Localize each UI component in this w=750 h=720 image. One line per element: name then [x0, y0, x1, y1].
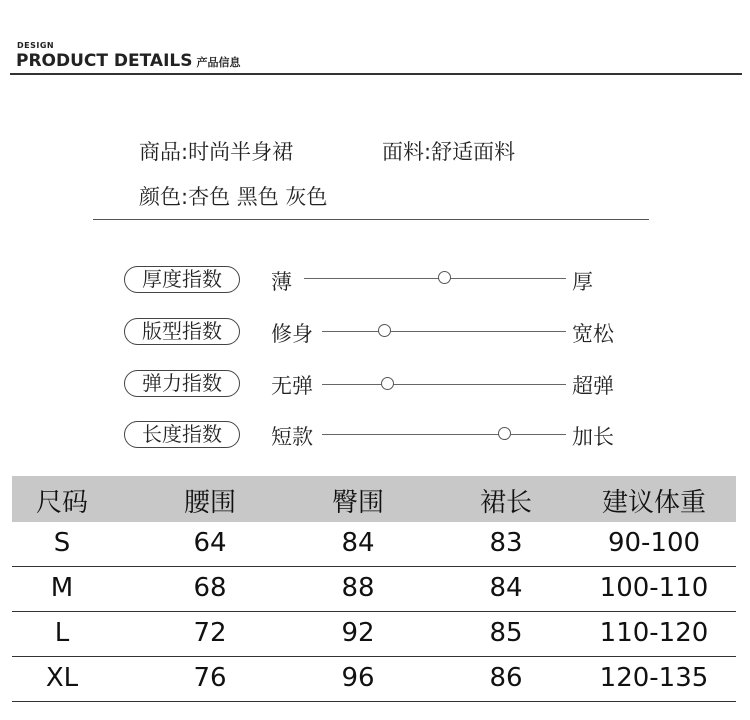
header-divider	[10, 73, 742, 75]
index-track	[322, 384, 566, 385]
table-cell: 84	[341, 528, 375, 558]
table-cell: 86	[489, 663, 523, 693]
table-cell: 64	[193, 528, 227, 558]
index-label: 弹力指数	[124, 370, 240, 397]
color-value: 杏色 黑色 灰色	[188, 185, 328, 209]
design-label: DESIGN	[17, 41, 55, 50]
index-label: 长度指数	[124, 421, 240, 448]
index-marker	[378, 324, 391, 337]
table-header-cell: 裙长	[479, 488, 532, 518]
index-right-text: 超弹	[572, 374, 614, 398]
fabric-value: 舒适面料	[431, 140, 516, 164]
table-cell: 92	[341, 618, 375, 648]
table-cell: 68	[193, 573, 227, 603]
table-cell: 96	[341, 663, 375, 693]
index-left-text: 无弹	[271, 374, 313, 398]
table-cell: L	[54, 618, 70, 648]
product-name-row	[139, 136, 293, 166]
table-row-divider	[12, 566, 736, 567]
index-left-text: 修身	[271, 322, 313, 346]
table-header-cell: 腰围	[183, 488, 236, 518]
table-cell: 76	[193, 663, 227, 693]
index-marker	[438, 271, 451, 284]
table-header-cell: 建议体重	[601, 488, 706, 518]
index-track	[322, 434, 566, 435]
fabric-label: 面料:	[382, 140, 432, 164]
fabric-row	[382, 136, 515, 166]
table-row-divider	[12, 611, 736, 612]
index-label: 厚度指数	[124, 266, 240, 293]
table-cell: S	[53, 528, 71, 558]
index-track	[322, 331, 566, 332]
index-marker	[498, 427, 511, 440]
index-left-text: 薄	[271, 270, 292, 294]
table-cell: 85	[489, 618, 523, 648]
color-label: 颜色:	[139, 185, 189, 209]
table-cell: M	[50, 573, 74, 603]
index-right-text: 宽松	[572, 322, 614, 346]
table-cell: 83	[489, 528, 523, 558]
table-header-cell: 臀围	[331, 488, 384, 518]
section-title	[16, 51, 240, 71]
index-left-text: 短款	[271, 425, 313, 449]
table-cell: 100-110	[599, 573, 709, 603]
info-divider	[93, 219, 649, 220]
index-label: 版型指数	[124, 318, 240, 345]
table-cell: XL	[45, 663, 79, 693]
table-cell: 84	[489, 573, 523, 603]
table-row-divider	[12, 656, 736, 657]
index-marker	[381, 377, 394, 390]
table-cell: 72	[193, 618, 227, 648]
table-cell: 120-135	[599, 663, 709, 693]
table-row-divider	[12, 701, 736, 702]
product-value: 时尚半身裙	[188, 140, 294, 164]
table-cell: 90-100	[607, 528, 701, 558]
section-title-cn: 产品信息	[196, 56, 241, 69]
color-row	[139, 181, 327, 211]
index-right-text: 厚	[572, 270, 593, 294]
section-title-en: PRODUCT DETAILS	[16, 51, 193, 71]
index-track	[304, 278, 566, 279]
table-header-cell: 尺码	[35, 488, 88, 518]
product-label: 商品:	[139, 140, 189, 164]
table-cell: 110-120	[599, 618, 709, 648]
index-right-text: 加长	[572, 425, 614, 449]
table-cell: 88	[341, 573, 375, 603]
